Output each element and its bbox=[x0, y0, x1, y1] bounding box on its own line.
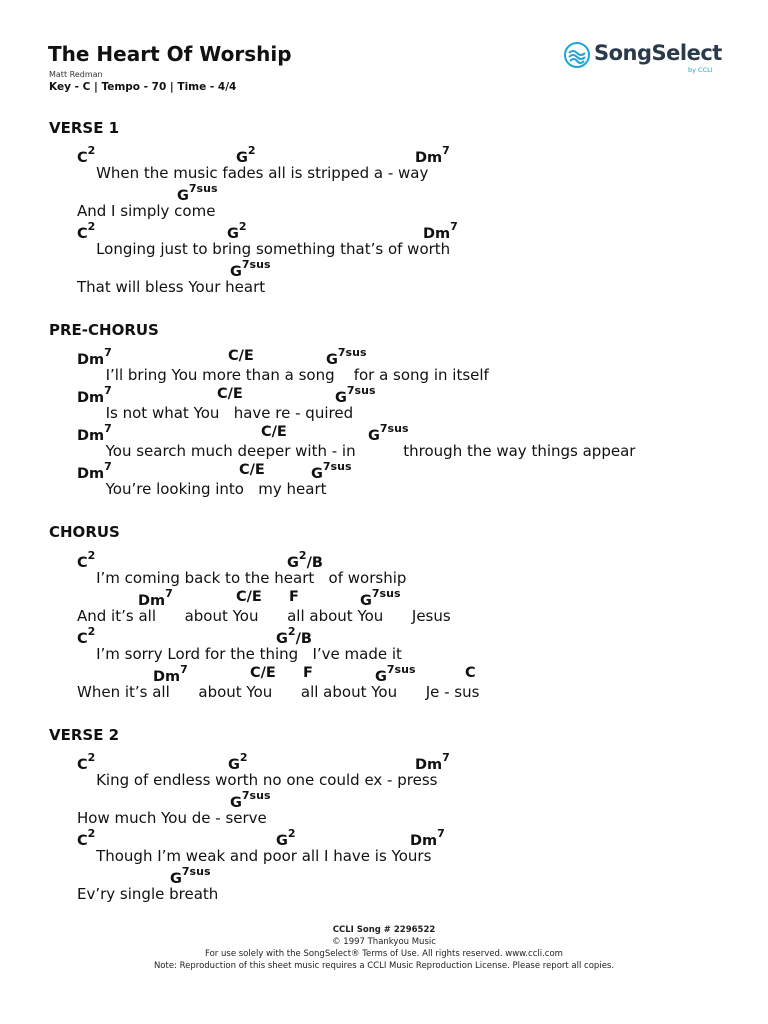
chord: $G^{7sus}$ bbox=[177, 182, 218, 204]
chord: C/E bbox=[250, 665, 276, 681]
song-line bbox=[77, 146, 767, 184]
songselect-wave-icon bbox=[564, 42, 590, 68]
lyric: And I simply come bbox=[77, 202, 216, 220]
chord: C/E bbox=[261, 424, 287, 440]
lyric: Longing just to bring something that’s of worth bbox=[77, 240, 451, 258]
song-line bbox=[77, 753, 767, 791]
song-line bbox=[77, 551, 767, 589]
chord: Dm$^7$ bbox=[138, 587, 173, 609]
chord: $G^{7sus}$ bbox=[230, 258, 271, 280]
song-line bbox=[77, 462, 767, 500]
chord: $C^2$ bbox=[77, 827, 96, 849]
lyric: Though I’m weak and poor all I have is Yours bbox=[77, 847, 432, 865]
chord: Dm$^7$ bbox=[77, 422, 112, 444]
chord: $G^{7sus}$ bbox=[375, 663, 416, 685]
section-heading: VERSE 1 bbox=[49, 119, 120, 137]
lyric: And it’s all about You all about You Jesus bbox=[77, 607, 451, 625]
song-line bbox=[77, 260, 767, 298]
song-line bbox=[77, 348, 767, 386]
chord: $G^2$ bbox=[236, 144, 256, 166]
ccli-song-number: CCLI Song # 2296522 bbox=[332, 925, 436, 935]
chord: $G^2/B$ bbox=[276, 625, 312, 647]
chord: Dm$^7$ bbox=[153, 663, 188, 685]
chord: C/E bbox=[228, 348, 254, 364]
chord: $C^2$ bbox=[77, 220, 96, 242]
chord: C/E bbox=[236, 589, 262, 605]
song-author: Matt Redman bbox=[49, 70, 103, 79]
chord: Dm$^7$ bbox=[423, 220, 458, 242]
lyric: How much You de - serve bbox=[77, 809, 267, 827]
chord: $G^{7sus}$ bbox=[170, 865, 211, 887]
chord: $C^2$ bbox=[77, 144, 96, 166]
lyric: When it’s all about You all about You Je - sus bbox=[77, 683, 480, 701]
chord: C bbox=[465, 665, 476, 681]
song-line bbox=[77, 627, 767, 665]
song-line bbox=[77, 222, 767, 260]
chord: C/E bbox=[239, 462, 265, 478]
chord: Dm$^7$ bbox=[410, 827, 445, 849]
chord: Dm$^7$ bbox=[415, 751, 450, 773]
songselect-logo bbox=[564, 40, 724, 76]
chord: $G^{7sus}$ bbox=[368, 422, 409, 444]
chord: F bbox=[303, 665, 313, 681]
lyric: That will bless Your heart bbox=[77, 278, 266, 296]
section-heading: VERSE 2 bbox=[49, 726, 120, 744]
lyric: Ev’ry single breath bbox=[77, 885, 219, 903]
chord: $G^2$ bbox=[276, 827, 296, 849]
chord: Dm$^7$ bbox=[77, 346, 112, 368]
logo-byline: by CCLI bbox=[688, 66, 713, 74]
chord: $G^{7sus}$ bbox=[326, 346, 367, 368]
chord: $G^{7sus}$ bbox=[230, 789, 271, 811]
chord: $G^{7sus}$ bbox=[360, 587, 401, 609]
chord: C/E bbox=[217, 386, 243, 402]
section-heading: CHORUS bbox=[49, 523, 120, 541]
terms-of-use: For use solely with the SongSelect® Terms of Use. All rights reserved. www.ccli.com bbox=[205, 949, 563, 959]
song-line bbox=[77, 829, 767, 867]
song-title: The Heart Of Worship bbox=[48, 42, 292, 66]
song-line bbox=[77, 589, 767, 627]
chord: Dm$^7$ bbox=[77, 460, 112, 482]
chord: Dm$^7$ bbox=[77, 384, 112, 406]
logo-wordmark: SongSelect bbox=[594, 41, 722, 65]
lyric: Is not what You have re - quired bbox=[77, 404, 354, 422]
license-note: Note: Reproduction of this sheet music requires a CCLI Music Reproduction License. Please report all copies. bbox=[153, 961, 615, 971]
lyric: I’m coming back to the heart of worship bbox=[77, 569, 407, 587]
song-meta: Key - C | Tempo - 70 | Time - 4/4 bbox=[49, 81, 237, 93]
chord: Dm$^7$ bbox=[415, 144, 450, 166]
song-line bbox=[77, 665, 767, 703]
lyric: You’re looking into my heart bbox=[77, 480, 327, 498]
footer bbox=[0, 924, 768, 972]
chord: $G^{7sus}$ bbox=[311, 460, 352, 482]
chord: F bbox=[289, 589, 299, 605]
lyric: I’ll bring You more than a song for a song in itself bbox=[77, 366, 489, 384]
song-line bbox=[77, 386, 767, 424]
chord: $G^{7sus}$ bbox=[335, 384, 376, 406]
chord: $G^2/B$ bbox=[287, 549, 323, 571]
lyric: You search much deeper with - in through the way things appear bbox=[77, 442, 636, 460]
chord: $G^2$ bbox=[227, 220, 247, 242]
song-line bbox=[77, 424, 767, 462]
lyric: I’m sorry Lord for the thing I’ve made it bbox=[77, 645, 402, 663]
song-line bbox=[77, 184, 767, 222]
chord: $G^2$ bbox=[228, 751, 248, 773]
lyric: King of endless worth no one could ex - press bbox=[77, 771, 438, 789]
lyric: When the music fades all is stripped a - way bbox=[77, 164, 429, 182]
song-line bbox=[77, 867, 767, 905]
copyright: © 1997 Thankyou Music bbox=[332, 937, 436, 947]
song-line bbox=[77, 791, 767, 829]
chord: $C^2$ bbox=[77, 549, 96, 571]
chord: $C^2$ bbox=[77, 625, 96, 647]
section-heading: PRE-CHORUS bbox=[49, 321, 159, 339]
chord: $C^2$ bbox=[77, 751, 96, 773]
